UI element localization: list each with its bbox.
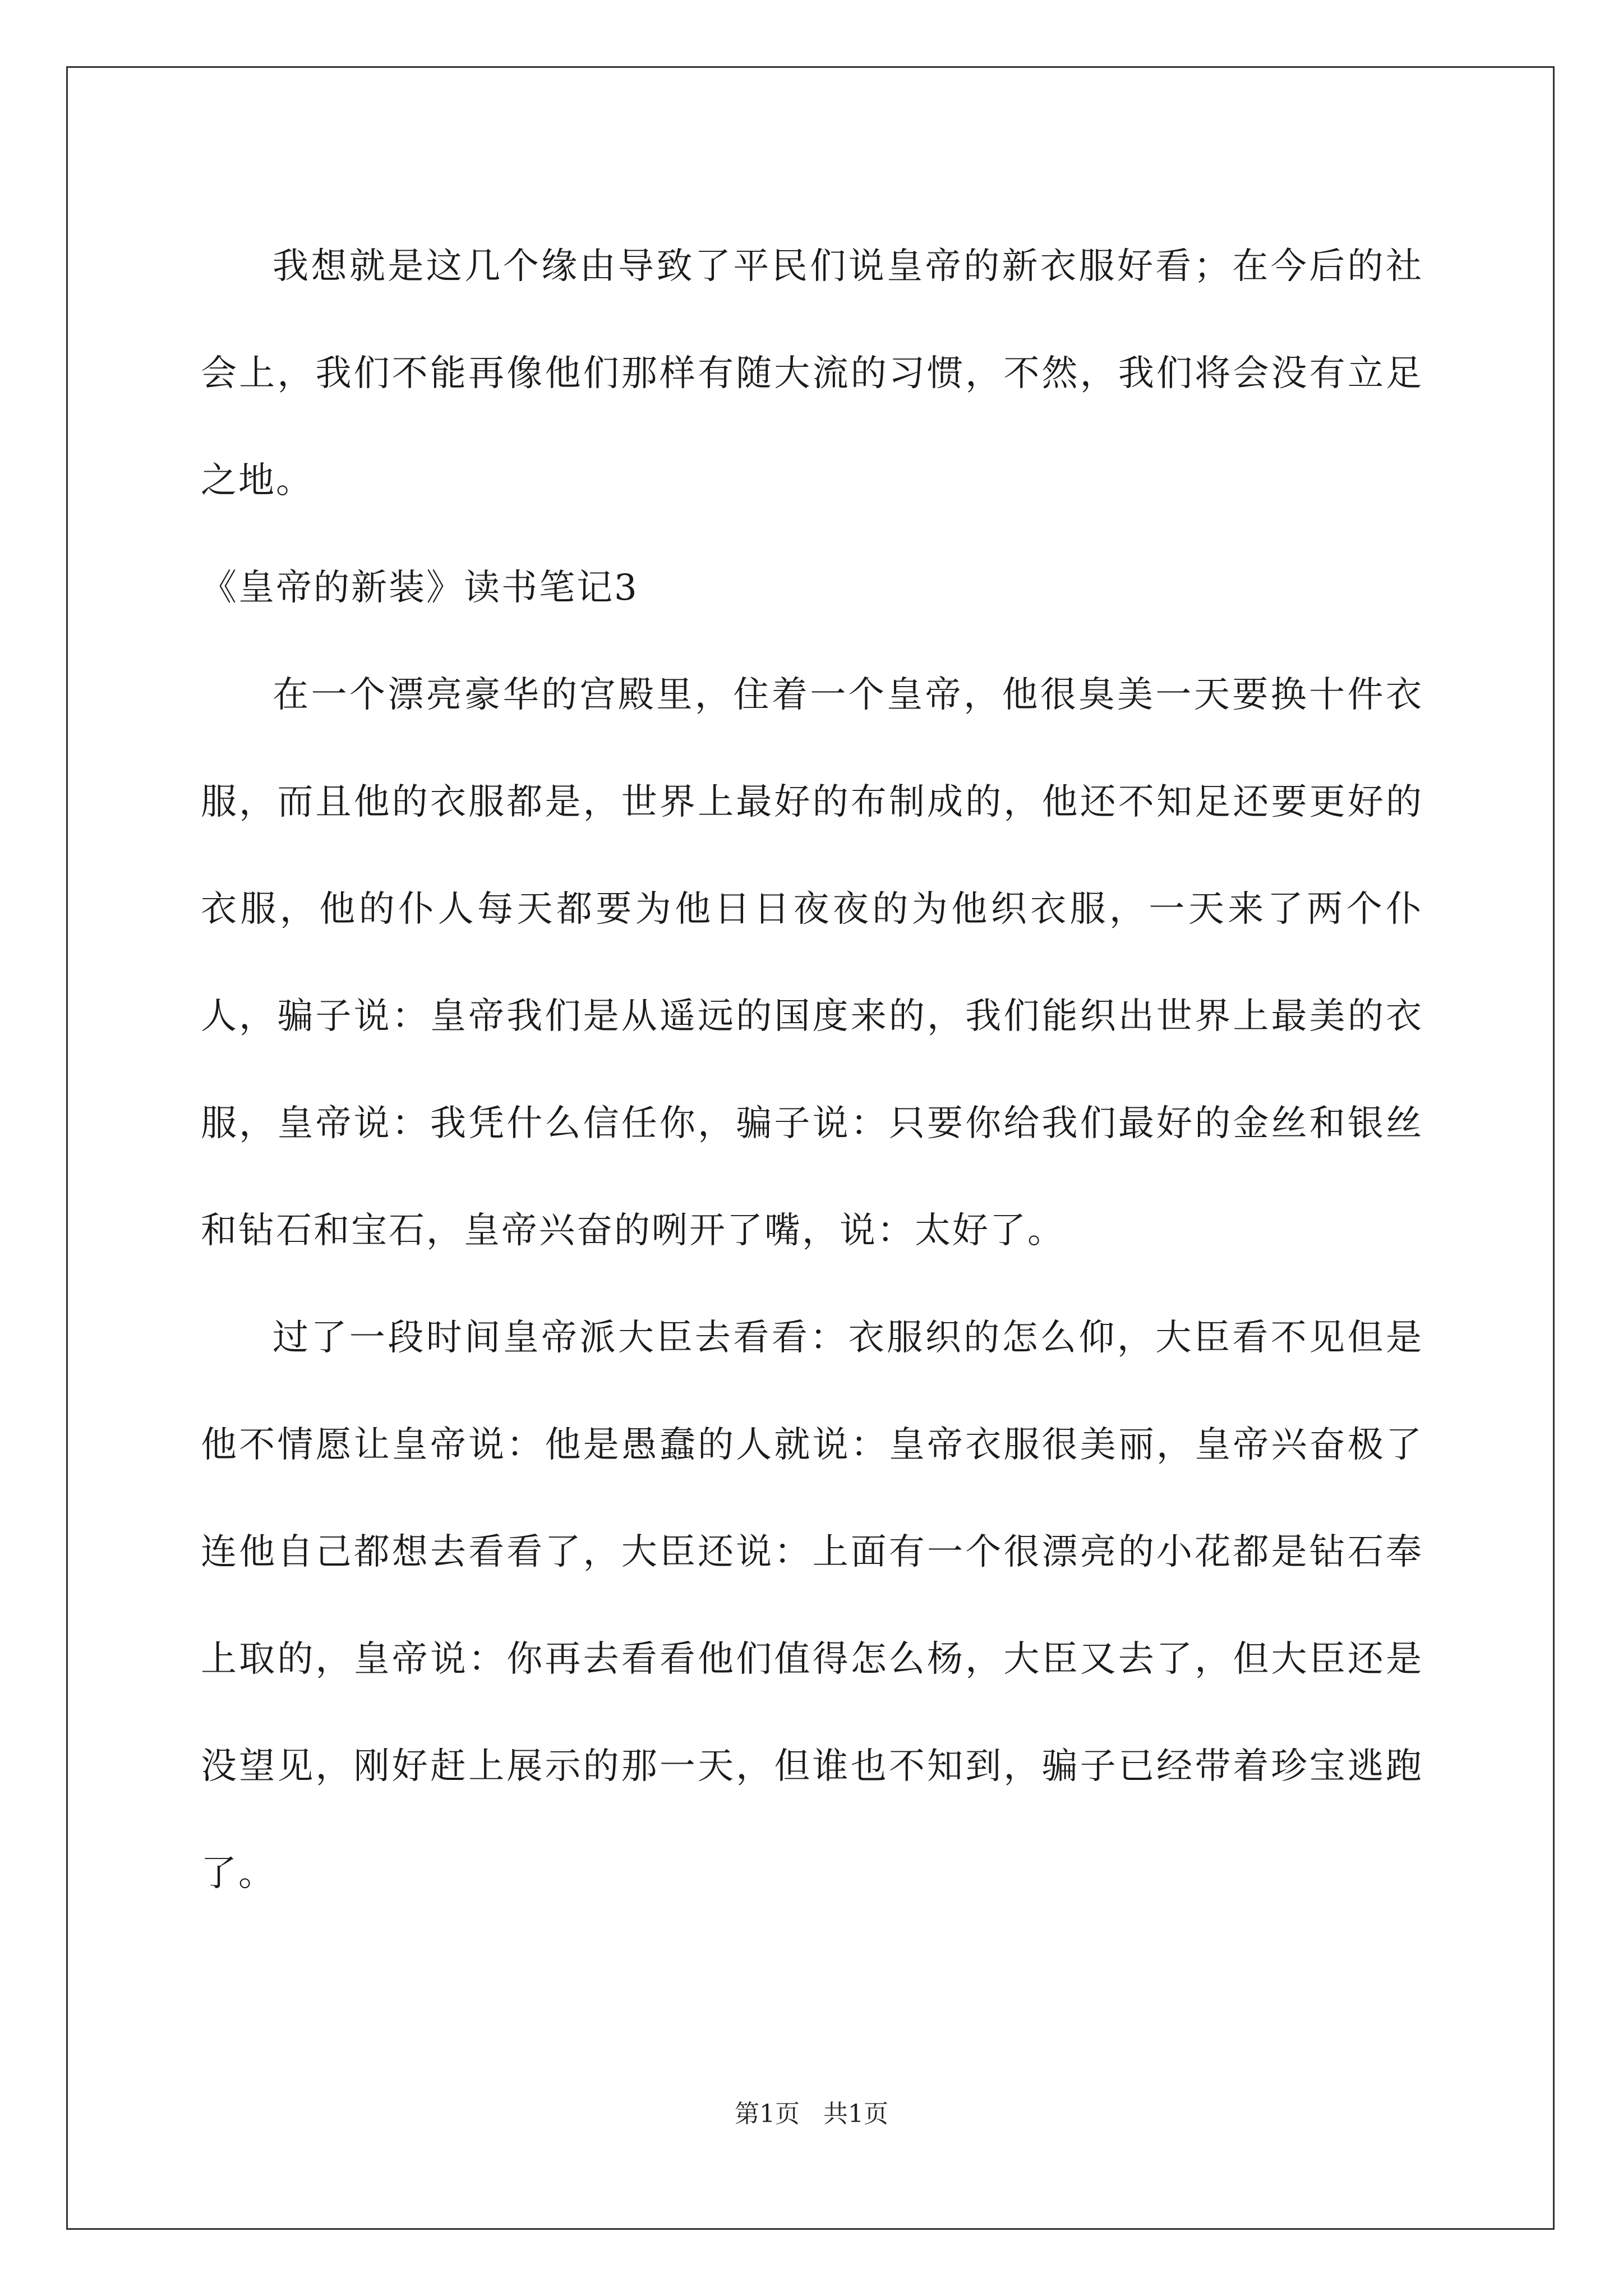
paragraph-3: 过了一段时间皇帝派大臣去看看：衣服织的怎么仰，大臣看不见但是他不情愿让皇帝说：他是愚蠢的人就说：皇帝衣服很美丽，皇帝兴奋极了连他自己都想去看看了，大臣还说：上面有一个很漂亮的小花都是钻石奉上取的，皇帝说：你再去看看他们值得怎么杨，大臣又去了，但大臣还是没望见，刚好赶上展示的那一天，但谁也不知到，骗子已经带着珍宝逃跑了。 xyxy=(201,1317,1423,1894)
page-number-total: 共1页 xyxy=(823,2100,888,2128)
paragraph-1: 我想就是这几个缘由导致了平民们说皇帝的新衣服好看；在今后的社会上，我们不能再像他们那样有随大流的习惯，不然，我们将会没有立足之地。 xyxy=(201,246,1423,501)
page-footer xyxy=(0,2093,1623,2129)
document-body xyxy=(201,213,1423,1927)
page-number-current: 第1页 xyxy=(735,2100,800,2128)
paragraph-2: 在一个漂亮豪华的宫殿里，住着一个皇帝，他很臭美一天要换十件衣服，而且他的衣服都是，世界上最好的布制成的，他还不知足还要更好的衣服，他的仆人每天都要为他日日夜夜的为他织衣服，一天来了两个仆人，骗子说：皇帝我们是从遥远的国度来的，我们能织出世界上最美的衣服，皇帝说：我凭什么信任你，骗子说：只要你给我们最好的金丝和银丝和钻石和宝石，皇帝兴奋的咧开了嘴，说：太好了。 xyxy=(201,674,1423,1251)
section-heading: 《皇帝的新装》读书笔记3 xyxy=(201,567,639,609)
